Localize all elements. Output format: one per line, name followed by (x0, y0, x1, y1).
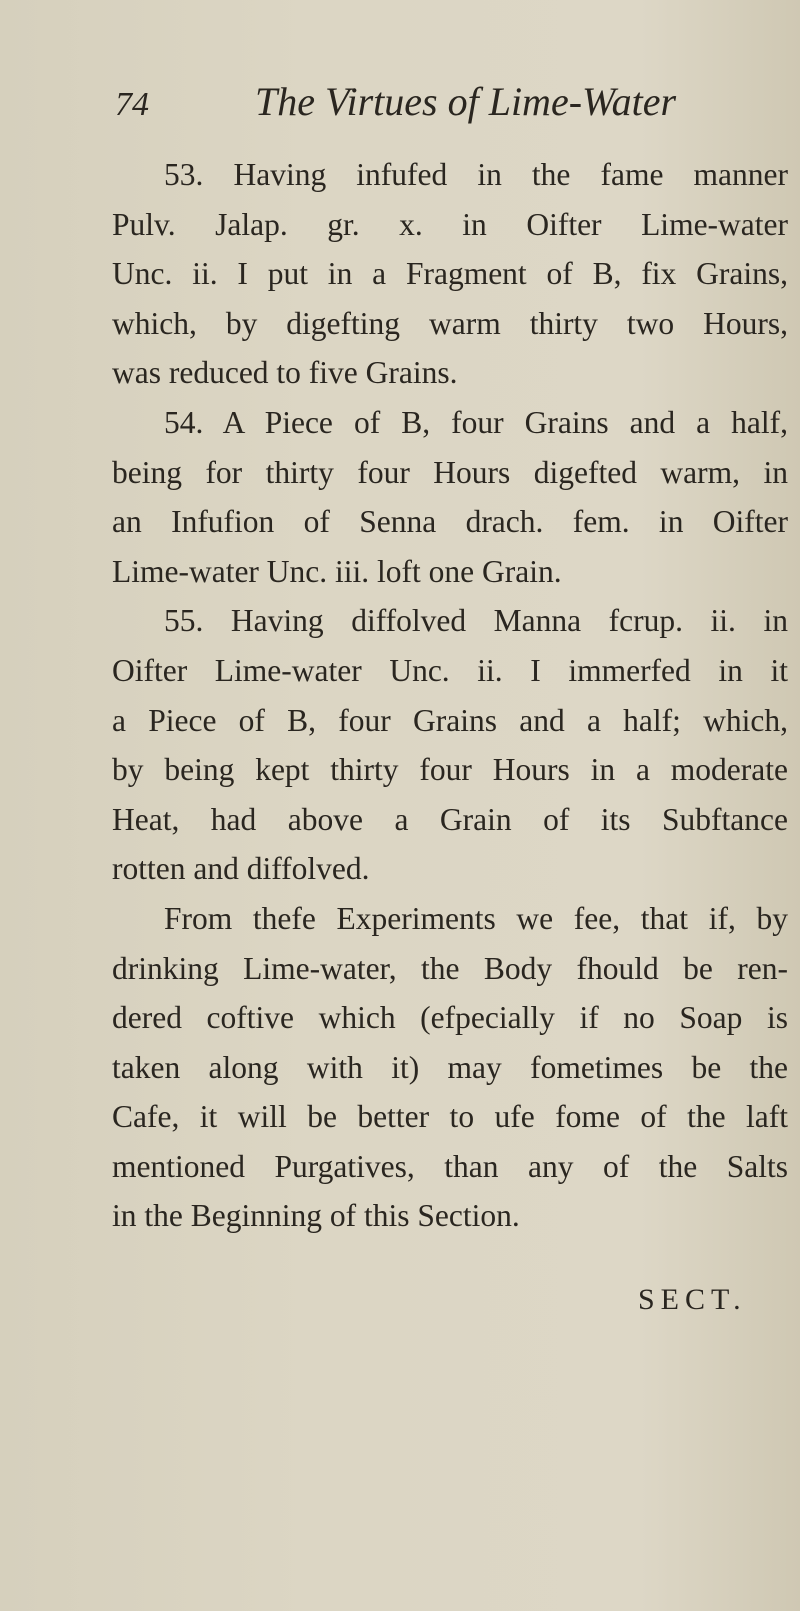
text-line: taken along with it) may fometimes be the (112, 1049, 788, 1085)
page-header (115, 78, 690, 138)
text-line: Cafe, it will be better to ufe fome of the laft (112, 1099, 788, 1135)
text-line: which, by digefting warm thirty two Hours, (112, 305, 788, 341)
text-line: a Piece of B, four Grains and a half; which, (112, 702, 788, 738)
text-line: 55. Having diffolved Manna fcrup. ii. in (164, 603, 788, 639)
text-line: by being kept thirty four Hours in a moderate (112, 752, 788, 788)
running-head: The Virtues of Lime-Water (255, 79, 677, 124)
text-line: dered coftive which (efpecially if no Soap is (112, 1000, 788, 1036)
catchword: SECT. (638, 1283, 747, 1316)
text-line: was reduced to five Grains. (112, 355, 458, 391)
text-line: being for thirty four Hours digefted warm, in (112, 454, 788, 490)
text-line: Pulv. Jalap. gr. x. in Oifter Lime-water (112, 206, 788, 242)
text-line: rotten and diffolved. (112, 851, 370, 887)
text-line: Unc. ii. I put in a Fragment of B, fix Grains, (112, 256, 788, 292)
text-line: in the Beginning of this Section. (112, 1198, 520, 1234)
text-line: 53. Having infufed in the fame manner (164, 157, 788, 192)
body-text (112, 150, 788, 1241)
text-line: mentioned Purgatives, than any of the Salts (112, 1148, 788, 1184)
text-line: From thefe Experiments we fee, that if, by (164, 900, 788, 936)
text-line: Lime-water Unc. iii. loft one Grain. (112, 553, 562, 589)
text-line: Heat, had above a Grain of its Subftance (112, 801, 788, 837)
page-number: 74 (115, 86, 149, 123)
text-line: drinking Lime-water, the Body fhould be ren- (112, 950, 788, 986)
text-line: 54. A Piece of B, four Grains and a half, (164, 404, 788, 440)
text-line: Oifter Lime-water Unc. ii. I immerfed in it (112, 652, 788, 688)
text-line: an Infufion of Senna drach. fem. in Oifter (112, 504, 788, 540)
